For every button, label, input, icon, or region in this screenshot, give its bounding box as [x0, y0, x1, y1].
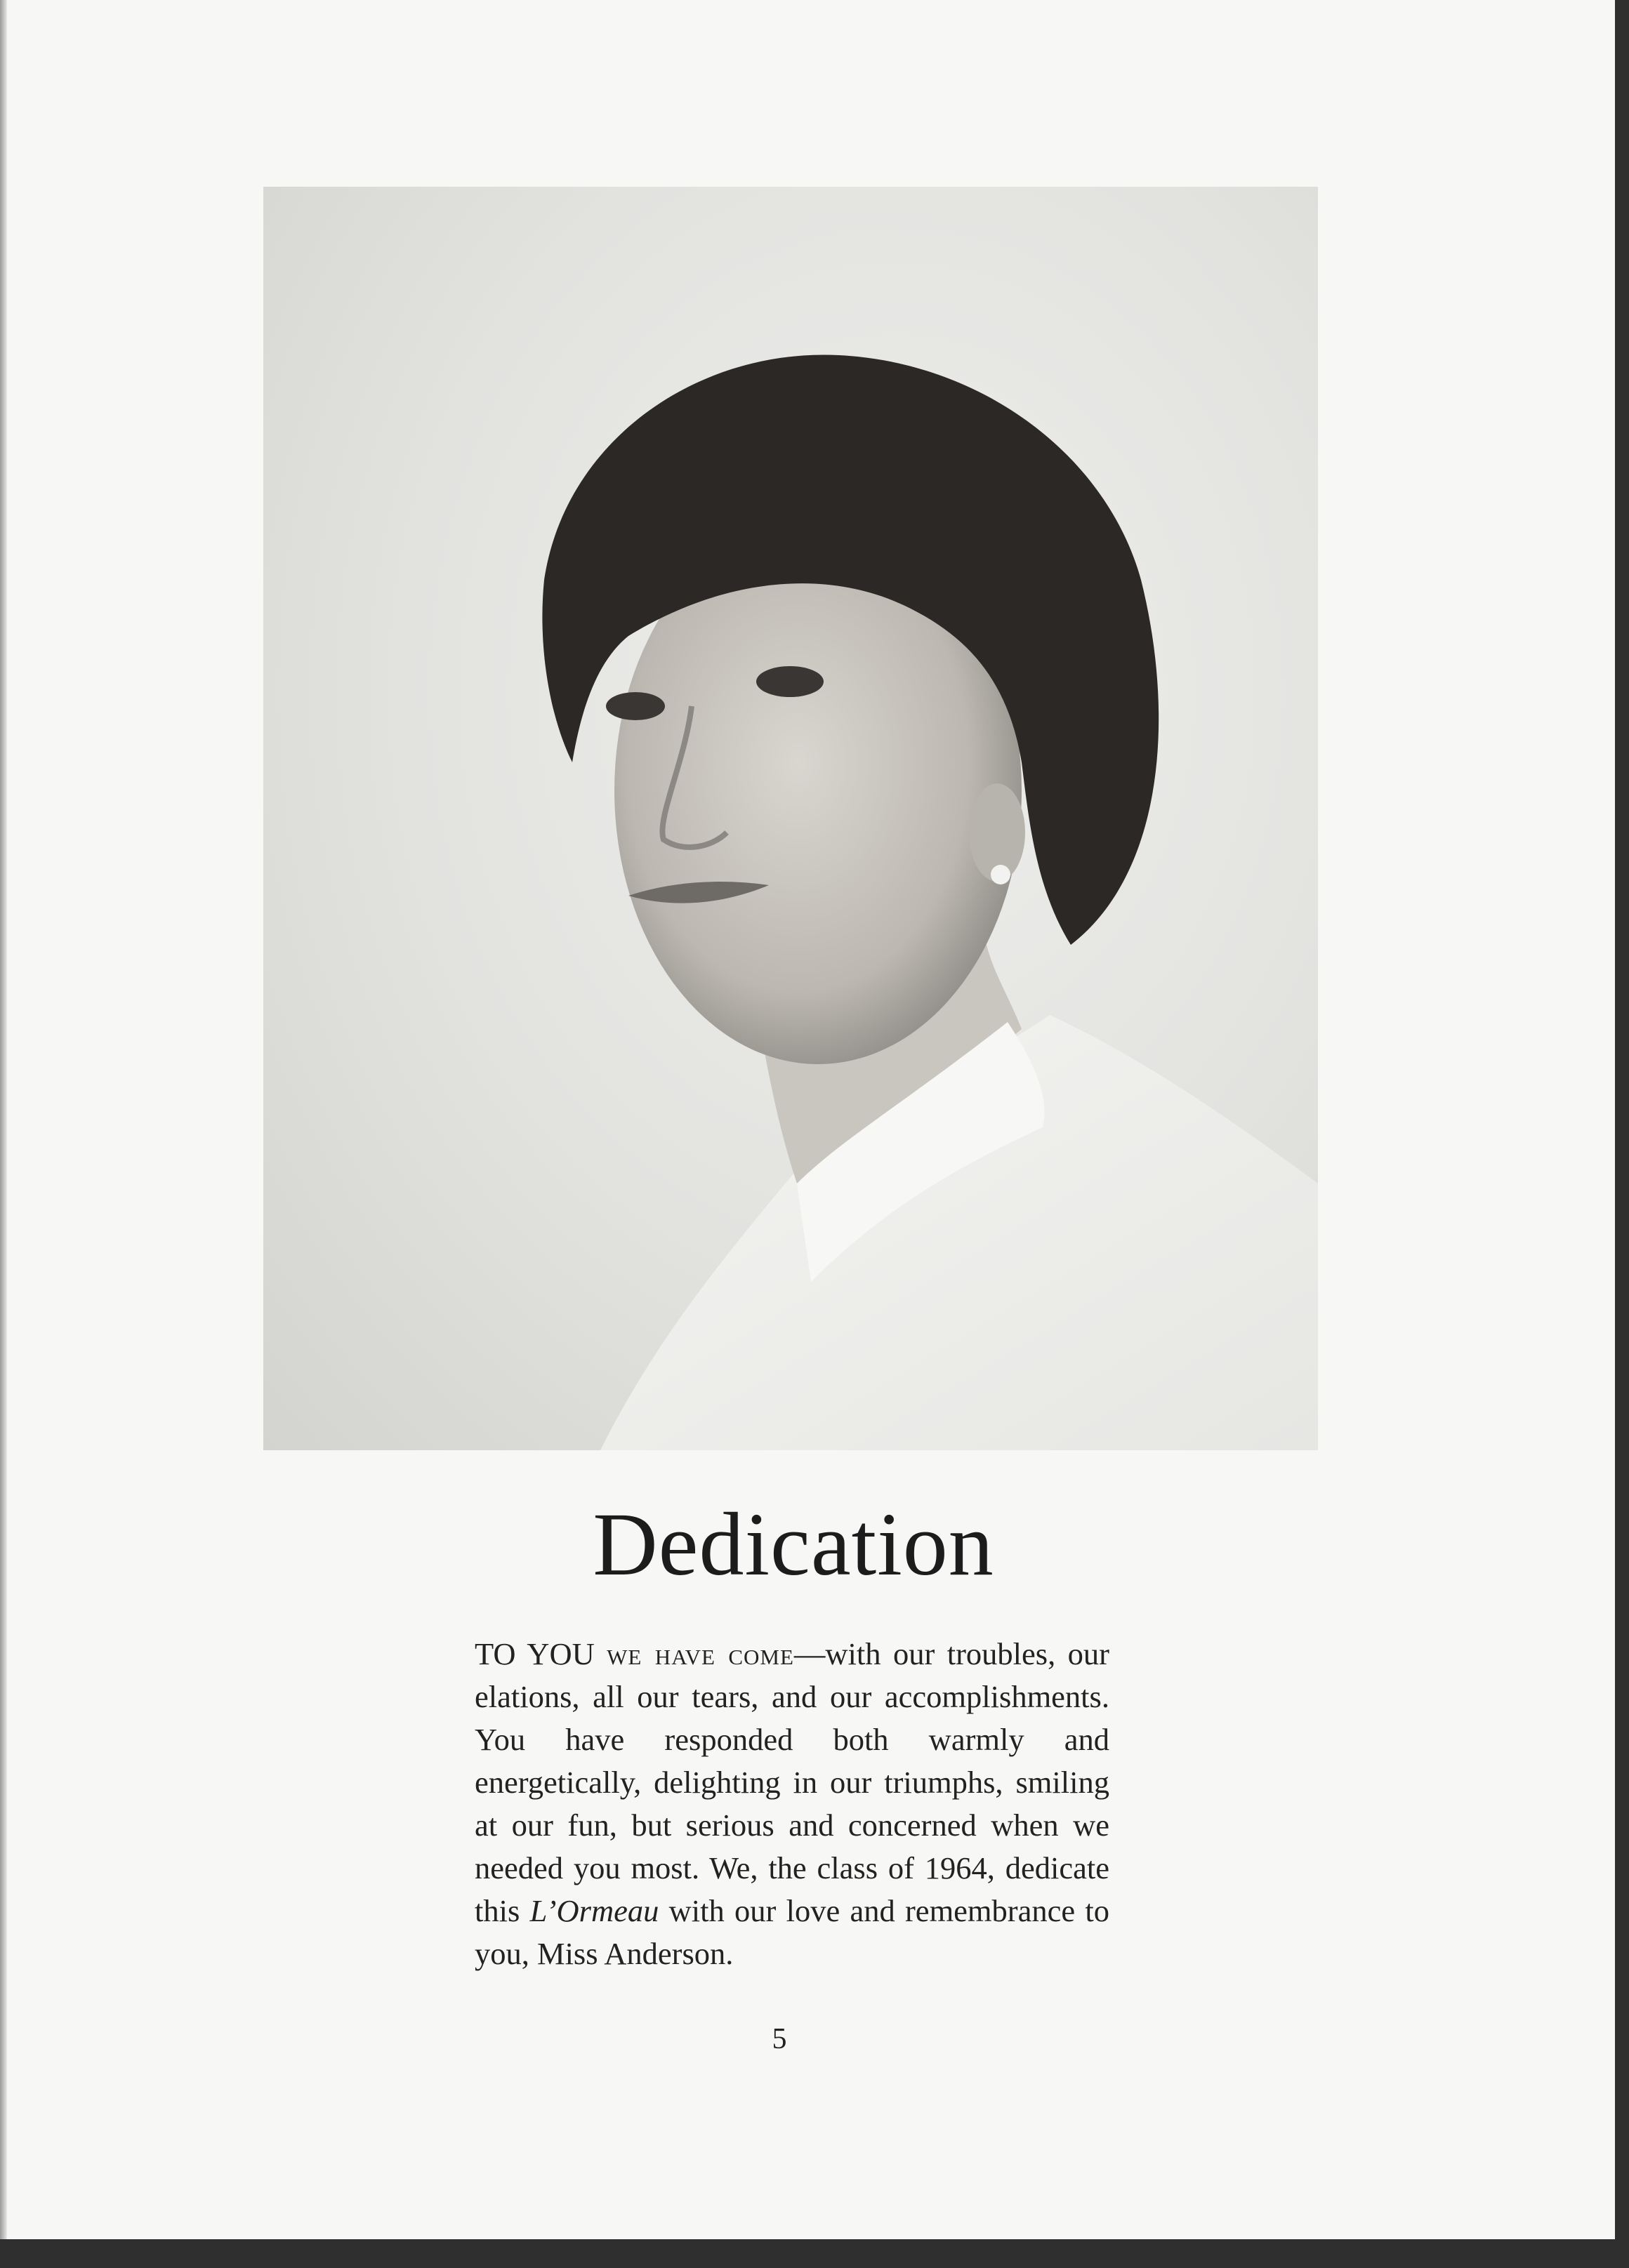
dedication-lead-caps: TO YOU [475, 1636, 595, 1671]
page-number: 5 [772, 2023, 787, 2055]
portrait-illustration [263, 187, 1318, 1450]
binding-edge [0, 0, 7, 2239]
dedication-text-part-1: —with our troubles, our elations, all our tears, and our accomplishments. You have responded both warmly and energetically, delighting in our triumphs, smiling at our fun, but serious and concerned when we needed you most. We, the class of 1964, dedicate this [475, 1636, 1109, 1928]
portrait-photo [263, 187, 1318, 1450]
dedication-text-part-2: with our love and remembrance to you, Miss Anderson. [475, 1893, 1109, 1971]
scan-edge-right [1615, 0, 1629, 2268]
scan-edge-bottom [0, 2239, 1629, 2268]
page-title: Dedication [593, 1494, 994, 1594]
dedication-lead-small-caps: we have come [607, 1636, 794, 1671]
dedication-text [475, 1633, 1109, 1975]
yearbook-title: L’Ormeau [529, 1893, 659, 1928]
